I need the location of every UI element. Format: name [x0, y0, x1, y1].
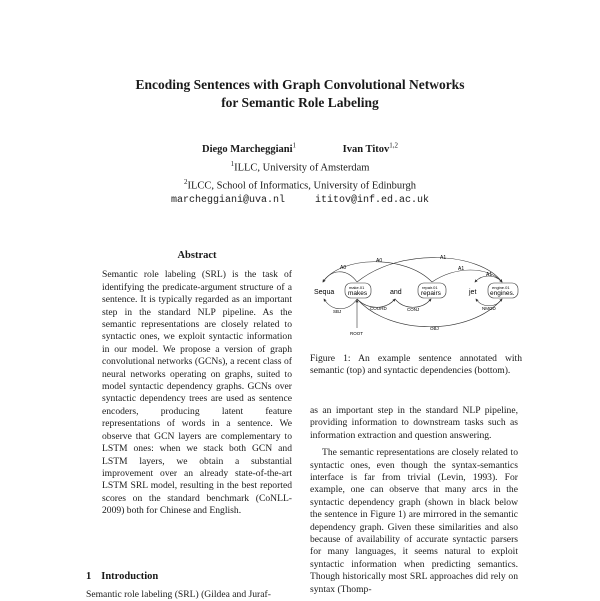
word-sense: make.01	[349, 285, 365, 290]
author-1-name: Diego Marcheggiani	[202, 143, 293, 155]
word-text: and	[390, 289, 402, 296]
semantic-label: A0	[340, 265, 347, 271]
figure-1	[310, 252, 522, 344]
root-label: ROOT	[350, 331, 363, 336]
affiliation-1	[0, 157, 600, 176]
affiliation-2-sup: 2	[184, 178, 188, 186]
syntactic-arc	[324, 299, 357, 309]
word-text: jet	[469, 289, 477, 296]
word-text: makes	[348, 290, 368, 297]
abstract-heading: Abstract	[177, 250, 217, 261]
dependency-graph	[310, 252, 522, 344]
syntactic-arc	[476, 299, 502, 306]
semantic-label: A1	[486, 272, 493, 278]
syntactic-label: NMOD	[482, 306, 496, 311]
word-token	[488, 283, 518, 298]
word-text: repairs	[421, 290, 441, 297]
semantic-arc	[323, 272, 357, 282]
author-1	[202, 141, 297, 155]
author-1-sup: 1	[292, 141, 297, 149]
paper-title	[0, 76, 600, 112]
author-2-name: Ivan Titov	[342, 143, 390, 155]
email-1: marcheggiani@uva.nl	[170, 194, 285, 206]
semantic-label: A1	[440, 255, 447, 261]
right-column-text	[310, 405, 518, 596]
affiliation-2-text: ILCC, School of Informatics, University of Edinburgh	[187, 180, 416, 192]
paragraph: The semantic representations are closely related to syntactic ones, even though the syntax-semantics interface is far from trivial (Levin, 1993). For example, one can observe that many arcs in the syntactic dependency graph (shown in black below the sentence in Figure 1) are mirrored in the semantic dependency graph. Given these similarities and also because of availability of accurate syntactic parsers for many languages, it seems natural to exploit syntactic information when predicting semantics. Though historically most SRL approaches did rely on syntax (Thomp-	[310, 447, 518, 595]
word-text: engines.	[490, 290, 515, 297]
paragraph: as an important step in the standard NLP pipeline, providing information to downstream tasks such as information extraction and question answering.	[310, 405, 518, 441]
affiliation-1-text: ILLC, University of Amsterdam	[234, 162, 370, 173]
title-line-2: for Semantic Role Labeling	[221, 95, 379, 110]
abstract-body: Semantic role labeling (SRL) is the task of identifying the predicate-argument structure of a sentence. It is typically regarded as an important step in the standard NLP pipeline. As the semantic representations are closely related to syntactic ones, we exploit syntactic information in our model. We propose a version of graph convolutional networks (GCNs), a recent class of neural networks operating on graphs, suited to model syntactic dependency graphs. GCNs over syntactic dependency trees are used as sentence encoders, producing latent feature representations of words in a sentence. We observe that GCN layers are complementary to LSTM ones: when we stack both GCN and LSTM layers, we obtain a substantial improvement over an already state-of-the-art LSTM SRL model, resulting in the best reported scores on the standard benchmark (CoNLL-2009) both for Chinese and English.	[102, 269, 292, 517]
word-token	[390, 289, 402, 296]
word-token	[418, 283, 446, 298]
intro-number: 1	[86, 571, 92, 582]
figure-caption: Figure 1: An example sentence annotated with semantic (top) and syntactic dependencies (bottom).	[310, 353, 522, 377]
affiliation-1-sup: 1	[230, 159, 235, 168]
title-line-1: Encoding Sentences with Graph Convolutional Networks	[135, 77, 465, 92]
author-block	[0, 138, 600, 208]
word-token	[468, 289, 476, 296]
abstract	[102, 250, 292, 518]
intro-first-line: Semantic role labeling (SRL) (Gildea and Juraf-	[86, 589, 271, 600]
semantic-label: A1	[458, 266, 465, 272]
author-2-sup: 1,2	[389, 141, 398, 149]
syntactic-label: OBJ	[430, 326, 439, 331]
author-2	[342, 141, 398, 155]
intro-heading	[86, 571, 158, 582]
email-2: ititov@inf.ed.ac.uk	[315, 194, 430, 206]
intro-title: Introduction	[101, 571, 159, 582]
syntactic-label: CONJ	[407, 307, 420, 312]
author-names	[0, 138, 600, 157]
word-token	[314, 289, 334, 296]
word-token	[345, 283, 371, 298]
word-sense: engine.01	[492, 285, 510, 290]
word-sense: repair.01	[422, 285, 438, 290]
word-text: Sequa	[314, 289, 335, 296]
syntactic-label: SBJ	[333, 309, 342, 314]
affiliation-2	[0, 175, 600, 194]
semantic-label: A0	[376, 258, 383, 264]
syntactic-arc	[395, 299, 431, 307]
syntactic-label: COORD	[370, 306, 387, 311]
author-emails	[0, 194, 600, 208]
